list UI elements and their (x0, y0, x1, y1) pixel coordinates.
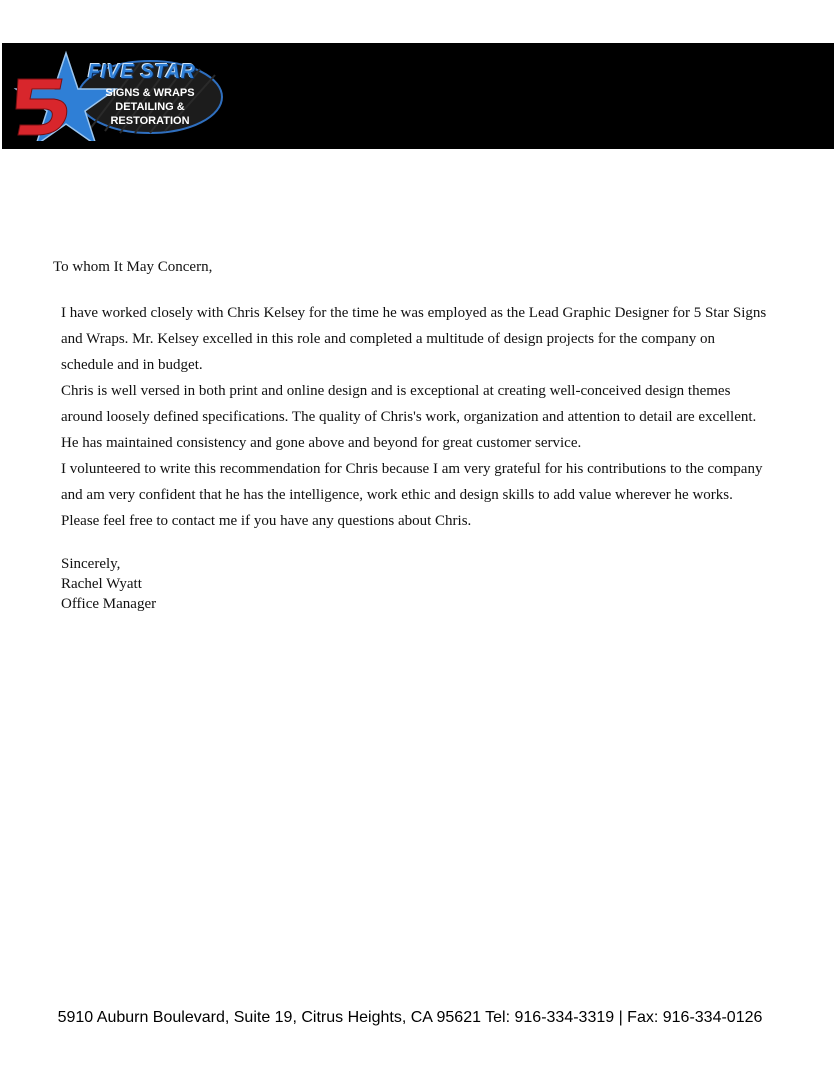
logo-tagline-line2: DETAILING & (115, 101, 185, 113)
letter-signature-block (61, 554, 156, 614)
letterhead-banner (2, 43, 834, 149)
letter-paragraph: I have worked closely with Chris Kelsey for the time he was employed as the Lead Graphic Designer for 5 Star Signs and Wraps. Mr. Kelsey excelled in this role and completed a multitude of design projects for the company on schedule and in budget. (61, 305, 767, 373)
letter-closing: Sincerely, (61, 556, 121, 572)
logo-brand-name: FIVE STAR (88, 61, 196, 83)
letter-body (61, 300, 771, 534)
signer-name: Rachel Wyatt (61, 576, 142, 592)
footer-contact-info: 5910 Auburn Boulevard, Suite 19, Citrus Heights, CA 95621 Tel: 916-334-3319 | Fax: 916-334-0126 (57, 1009, 763, 1026)
company-logo (10, 49, 226, 141)
letter-paragraph: I volunteered to write this recommendation for Chris because I am very grateful for his contributions to the company and am very confident that he has the intelligence, work ethic and design skills to add value wherever he works. Please feel free to contact me if you have any questions about Chris. (61, 461, 763, 529)
signer-title: Office Manager (61, 596, 157, 612)
logo-tagline-line3: RESTORATION (110, 115, 190, 127)
logo-tagline-line1: SIGNS & WRAPS (105, 87, 195, 99)
letter-salutation: To whom It May Concern, (53, 259, 213, 275)
letter-paragraph: Chris is well versed in both print and online design and is exceptional at creating well-conceived design themes around loosely defined specifications. The quality of Chris's work, organization and attention to detail are excellent. He has maintained consistency and gone above and beyond for great customer service. (61, 383, 757, 451)
